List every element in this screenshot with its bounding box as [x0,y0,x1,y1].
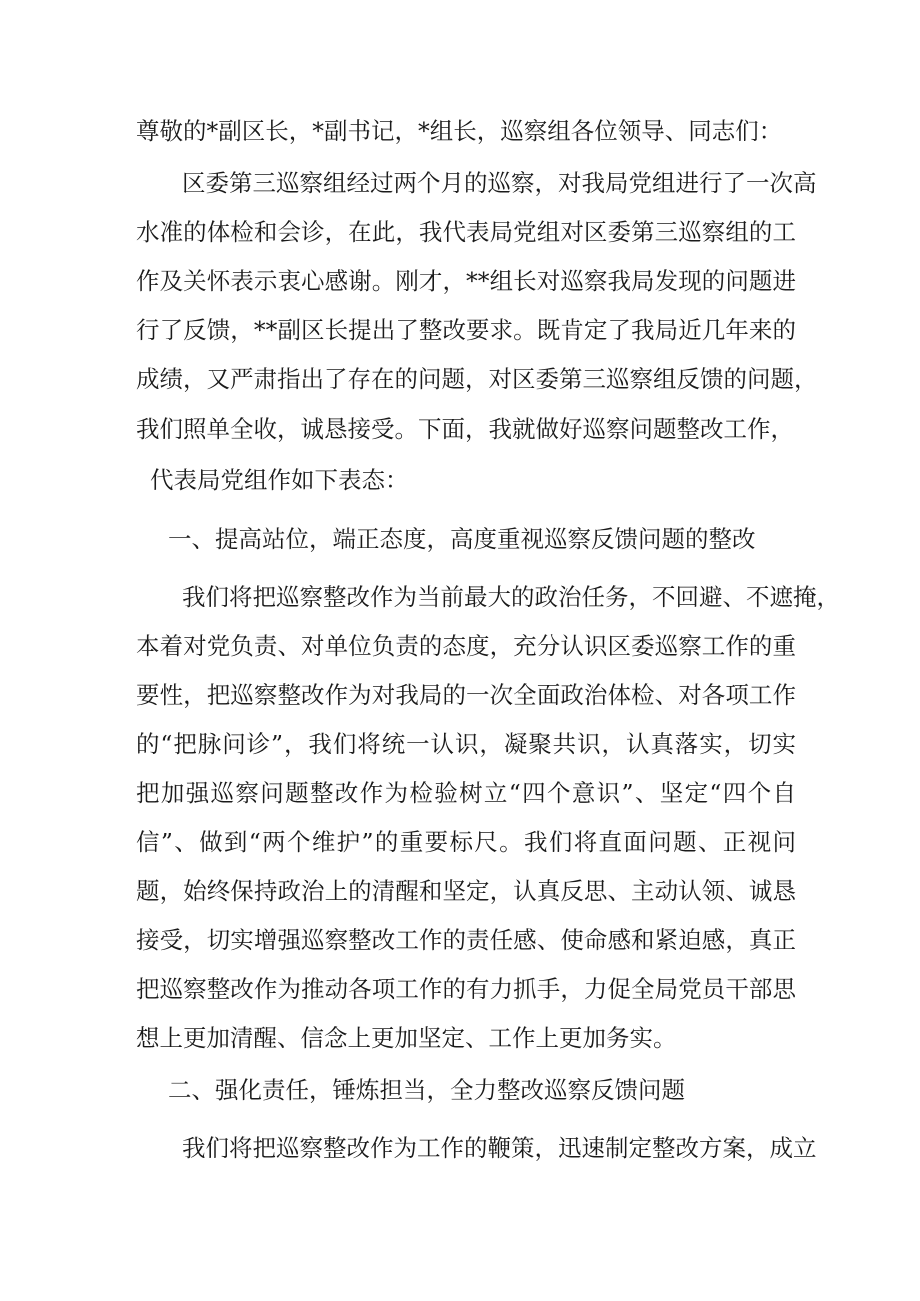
paragraph-1-line-2: 水准的体检和会诊，在此，我代表局党组对区委第三巡察组的工 [136,218,796,246]
paragraph-2-line-4: 的“把脉问诊”，我们将统一认识，凝聚共识，认真落实，切实 [136,730,796,758]
paragraph-2-line-7: 题，始终保持政治上的清醒和坚定，认真反思、主动认领、诚恳 [136,877,796,905]
section-heading-1: 一、提高站位，端正态度，高度重视巡察反馈问题的整改 [168,525,756,553]
section-heading-2: 二、强化责任，锤炼担当，全力整改巡察反馈问题 [168,1076,685,1104]
paragraph-3-line-1: 我们将把巡察整改作为工作的鞭策，迅速制定整改方案，成立 [182,1134,817,1162]
paragraph-2-line-8: 接受，切实增强巡察整改工作的责任感、使命感和紧迫感，真正 [136,926,796,954]
paragraph-1-line-5: 成绩，又严肃指出了存在的问题，对区委第三巡察组反馈的问题， [136,365,818,393]
paragraph-1-line-1: 区委第三巡察组经过两个月的巡察，对我局党组进行了一次高 [182,169,817,197]
paragraph-2-line-2: 本着对党负责、对单位负责的态度，充分认识区委巡察工作的重 [136,632,796,660]
paragraph-2-line-1: 我们将把巡察整改作为当前最大的政治任务，不回避、不遮掩， [182,583,840,611]
paragraph-2-line-6: 信”、做到“两个维护”的重要标尺。我们将直面问题、正视问 [136,828,796,856]
paragraph-1-line-4: 行了反馈，**副区长提出了整改要求。既肯定了我局近几年来的 [136,316,796,344]
paragraph-2-line-10: 想上更加清醒、信念上更加坚定、工作上更加务实。 [136,1024,677,1052]
paragraph-1-line-3: 作及关怀表示衷心感谢。刚才，**组长对巡察我局发现的问题进 [136,267,796,295]
paragraph-1-line-7: 代表局党组作如下表态： [150,466,409,494]
paragraph-2-line-3: 要性，把巡察整改作为对我局的一次全面政治体检、对各项工作 [136,681,796,709]
salutation: 尊敬的*副区长，*副书记，*组长，巡察组各位领导、同志们： [136,117,783,145]
paragraph-2-line-5: 把加强巡察问题整改作为检验树立“四个意识”、坚定“四个自 [136,779,796,807]
paragraph-1-line-6: 我们照单全收，诚恳接受。下面，我就做好巡察问题整改工作， [136,415,794,443]
paragraph-2-line-9: 把巡察整改作为推动各项工作的有力抓手，力促全局党员干部思 [136,975,796,1003]
